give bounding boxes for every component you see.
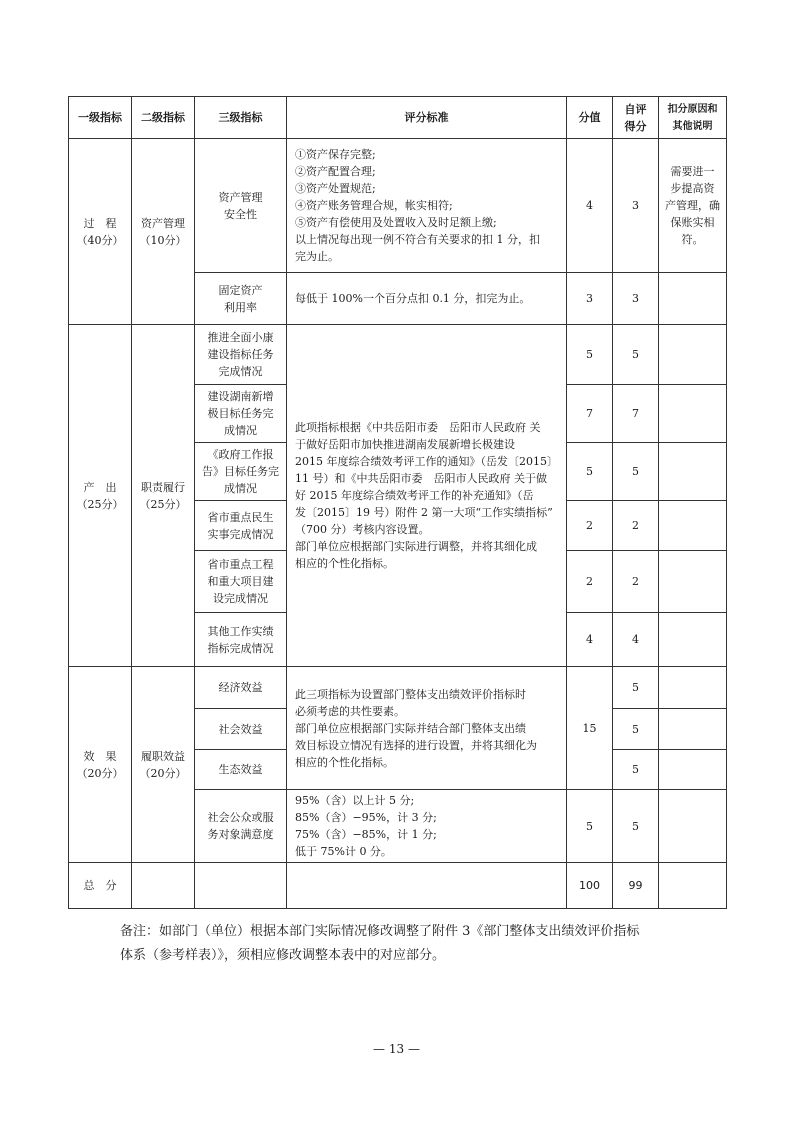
header-self-score: 自评 得分 — [613, 97, 659, 139]
self-score-cell: 2 — [613, 551, 659, 613]
header-score: 分值 — [567, 97, 613, 139]
level1-effect: 效 果 （20分） — [69, 667, 132, 863]
self-score-cell: 4 — [613, 613, 659, 667]
level2-duty-benefit: 履职效益 （20分） — [132, 667, 195, 863]
self-score-cell: 7 — [613, 385, 659, 443]
level3-satisfaction: 社会公众或服 务对象满意度 — [195, 790, 287, 863]
empty-cell — [659, 863, 727, 909]
level3-item: 社会效益 — [195, 709, 287, 750]
level3-item: 其他工作实绩 指标完成情况 — [195, 613, 287, 667]
total-score: 100 — [567, 863, 613, 909]
header-level2: 二级指标 — [132, 97, 195, 139]
self-score-cell: 5 — [613, 790, 659, 863]
level3-item: 省市重点工程 和重大项目建 设完成情况 — [195, 551, 287, 613]
note-cell — [659, 443, 727, 501]
total-label: 总 分 — [69, 863, 132, 909]
table-row — [69, 325, 727, 385]
table-row — [69, 139, 727, 273]
header-level3: 三级指标 — [195, 97, 287, 139]
level2-duty-performance: 职责履行 （25分） — [132, 325, 195, 667]
remark-line: 体系（参考样表）》，须相应修改调整本表中的对应部分。 — [120, 948, 446, 963]
note-cell — [659, 325, 727, 385]
level3-item: 经济效益 — [195, 667, 287, 709]
criteria-satisfaction: 95%（含）以上计 5 分; 85%（含）−95%，计 3 分; 75%（含）−85%，计 1 分; 低于 75%计 0 分。 — [287, 790, 567, 863]
self-score-cell: 5 — [613, 325, 659, 385]
total-self-score: 99 — [613, 863, 659, 909]
score-cell: 2 — [567, 501, 613, 551]
table-row — [69, 667, 727, 709]
level3-item: 生态效益 — [195, 750, 287, 790]
empty-cell — [132, 863, 195, 909]
self-score-cell: 5 — [613, 443, 659, 501]
level3-fixed-asset: 固定资产 利用率 — [195, 273, 287, 325]
score-cell: 3 — [567, 273, 613, 325]
score-cell: 7 — [567, 385, 613, 443]
self-score-cell: 5 — [613, 709, 659, 750]
level3-item: 《政府工作报 告》目标任务完 成情况 — [195, 443, 287, 501]
level3-item: 省市重点民生 实事完成情况 — [195, 501, 287, 551]
level3-item: 建设湖南新增 极目标任务完 成情况 — [195, 385, 287, 443]
note-cell: 需要进一 步提高资 产管理，确 保账实相 符。 — [659, 139, 727, 273]
score-cell: 4 — [567, 139, 613, 273]
header-notes: 扣分原因和 其他说明 — [659, 97, 727, 139]
level3-item: 推进全面小康 建设指标任务 完成情况 — [195, 325, 287, 385]
table-header-row — [69, 97, 727, 139]
note-cell — [659, 667, 727, 709]
note-cell — [659, 273, 727, 325]
note-cell — [659, 501, 727, 551]
note-cell — [659, 750, 727, 790]
page-number: — 13 — — [373, 1042, 420, 1056]
self-score-cell: 3 — [613, 139, 659, 273]
header-level1: 一级指标 — [69, 97, 132, 139]
header-criteria: 评分标准 — [287, 97, 567, 139]
note-cell — [659, 551, 727, 613]
total-row — [69, 863, 727, 909]
score-cell: 5 — [567, 790, 613, 863]
score-cell: 2 — [567, 551, 613, 613]
remark-line: 备注：如部门（单位）根据本部门实际情况修改调整了附件 3《部门整体支出绩效评价指标 — [120, 924, 640, 939]
score-cell: 5 — [567, 325, 613, 385]
self-score-cell: 5 — [613, 667, 659, 709]
remark-note — [120, 920, 720, 968]
criteria-output: 此项指标根据《中共岳阳市委 岳阳市人民政府 关 于做好岳阳市加快推进湖南发展新增长极建设 2015 年度综合绩效考评工作的通知》（岳发〔2015〕 11 号）和《中共岳阳市委 岳阳市人民政府 关于做 好 2015 年度综合绩效考评工作的补充通知》（岳 发〔2015〕19 号）附件 2 第一大项“工作实绩指标” （700 分）考核内容设置。 部门单位应根据部门实际进行调整，并将其细化成 相应的个性化指标。 — [287, 325, 567, 667]
empty-cell — [195, 863, 287, 909]
note-cell — [659, 790, 727, 863]
note-cell — [659, 709, 727, 750]
criteria-fixed-asset: 每低于 100%一个百分点扣 0.1 分，扣完为止。 — [287, 273, 567, 325]
note-cell — [659, 613, 727, 667]
score-cell: 5 — [567, 443, 613, 501]
criteria-asset-safety: ①资产保存完整; ②资产配置合理; ③资产处置规范; ④资产账务管理合规，帐实相符; ⑤资产有偿使用及处置收入及时足额上缴; 以上情况每出现一例不符合有关要求的扣 1 分，扣 完为止。 — [287, 139, 567, 273]
level1-process: 过 程 （40分） — [69, 139, 132, 325]
level2-asset-management: 资产管理 （10分） — [132, 139, 195, 325]
score-cell: 15 — [567, 667, 613, 790]
self-score-cell: 3 — [613, 273, 659, 325]
self-score-cell: 5 — [613, 750, 659, 790]
self-score-cell: 2 — [613, 501, 659, 551]
score-cell: 4 — [567, 613, 613, 667]
criteria-effect: 此三项指标为设置部门整体支出绩效评价指标时 必须考虑的共性要素。 部门单位应根据部门实际并结合部门整体支出绩 效目标设立情况有选择的进行设置，并将其细化为 相应的个性化指标。 — [287, 667, 567, 790]
empty-cell — [287, 863, 567, 909]
performance-evaluation-table — [68, 96, 727, 909]
level3-asset-safety: 资产管理 安全性 — [195, 139, 287, 273]
note-cell — [659, 385, 727, 443]
level1-output: 产 出 （25分） — [69, 325, 132, 667]
